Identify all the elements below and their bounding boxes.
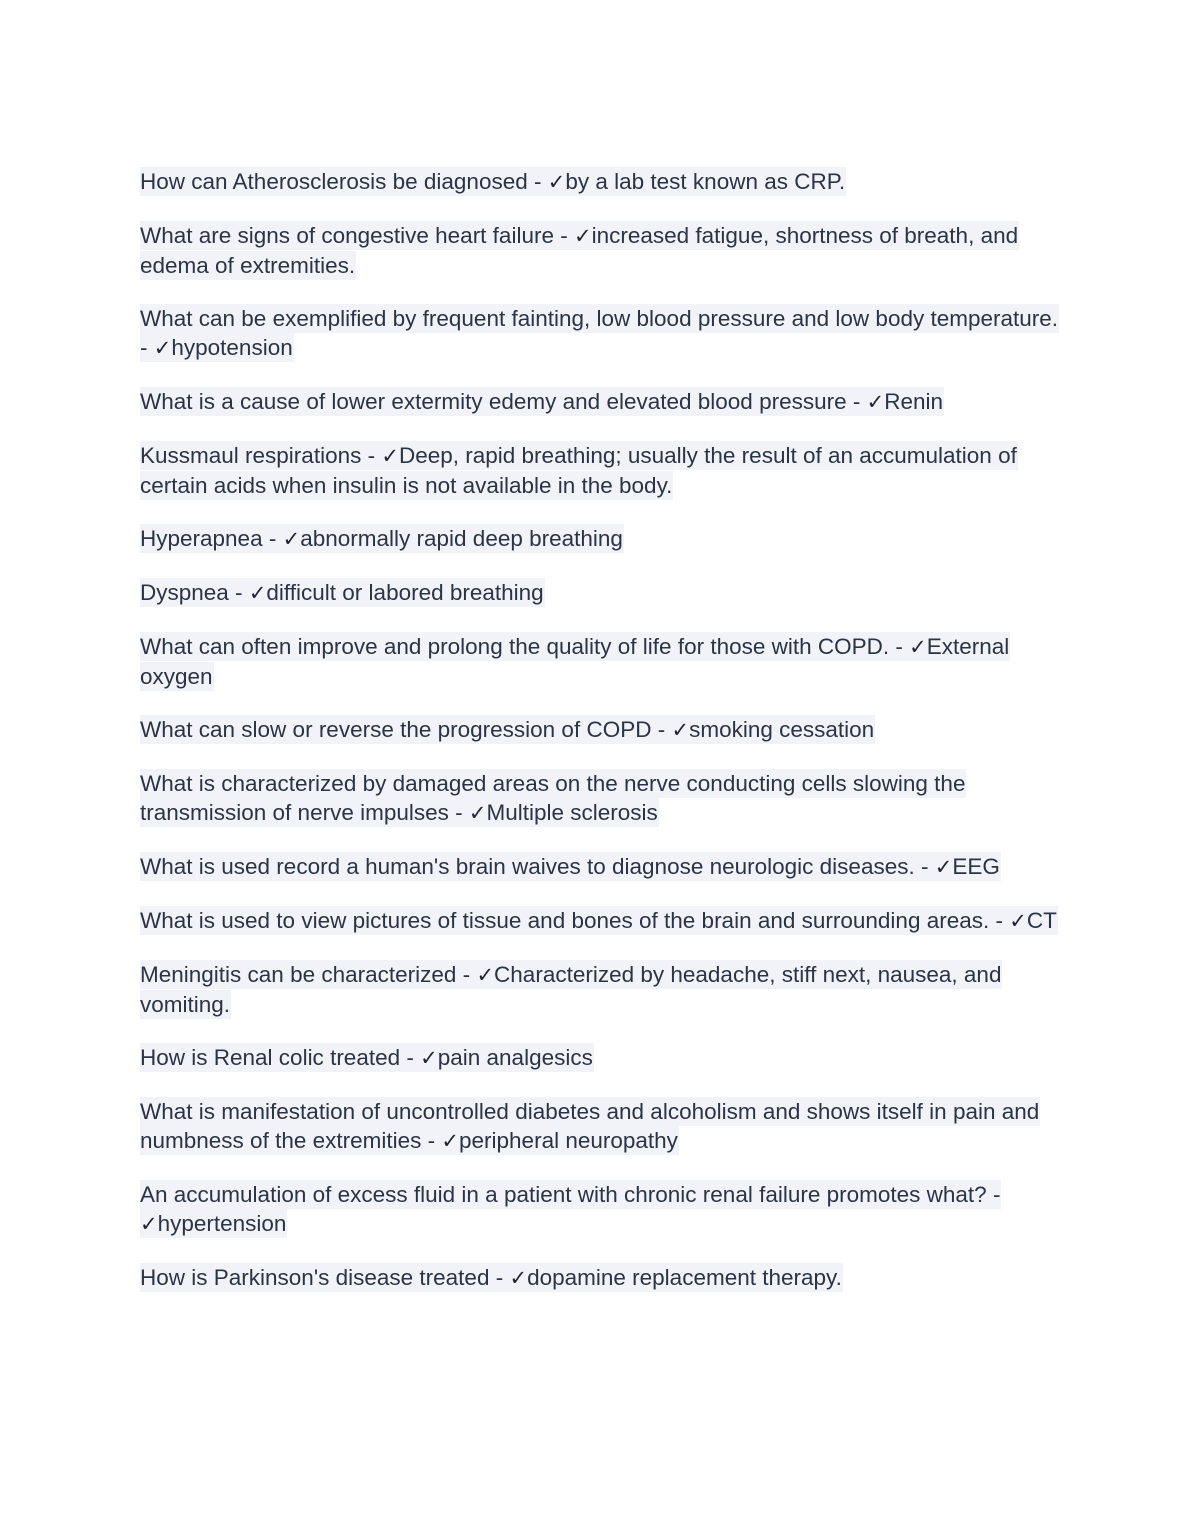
answer-text: pain analgesics [437,1045,593,1070]
answer-text: hypotension [171,335,293,360]
question-text: Dyspnea - [140,580,243,605]
answer-text: abnormally rapid deep breathing [300,526,623,551]
qa-item [140,441,1060,500]
checkmark-icon: ✓ [282,527,301,551]
qa-item [140,1263,1060,1293]
answer-text: External oxygen [140,634,1010,689]
question-text: How can Atherosclerosis be diagnosed - [140,169,542,194]
question-text: What can be exemplified by frequent fainting, low blood pressure and low body temperature. - [140,306,1059,360]
question-text: What can slow or reverse the progression of COPD - [140,717,666,742]
checkmark-icon: ✓ [153,336,172,360]
question-text: Hyperapnea - [140,526,277,551]
document-page [140,167,1060,1317]
question-text: What is a cause of lower extermity edemy and elevated blood pressure - [140,389,861,414]
qa-item [140,632,1060,691]
qa-item [140,769,1060,828]
answer-text: Multiple sclerosis [486,800,658,825]
qa-item [140,1043,1060,1073]
checkmark-icon: ✓ [547,170,566,194]
checkmark-icon: ✓ [420,1046,438,1070]
checkmark-icon: ✓ [509,1266,528,1290]
checkmark-icon: ✓ [1009,909,1027,933]
answer-text: Deep, rapid breathing; usually the result of an accumulation of certain acids when insulin is not available in the body. [140,443,1017,498]
answer-text: Characterized by headache, stiff next, nausea, and vomiting. [140,962,1002,1017]
qa-item [140,578,1060,608]
question-text: Kussmaul respirations - [140,443,376,468]
answer-text: peripheral neuropathy [459,1128,678,1153]
checkmark-icon: ✓ [140,1212,158,1236]
answer-text: EEG [952,854,1000,879]
question-text: How is Parkinson's disease treated - [140,1265,504,1290]
answer-text: hypertension [157,1211,287,1236]
checkmark-icon: ✓ [468,801,487,825]
qa-item [140,1180,1060,1239]
answer-text: Renin [884,389,944,414]
question-text: How is Renal colic treated - [140,1045,414,1070]
checkmark-icon: ✓ [934,855,953,879]
qa-item [140,221,1060,280]
qa-item [140,524,1060,554]
checkmark-icon: ✓ [573,224,592,248]
qa-item [140,167,1060,197]
checkmark-icon: ✓ [909,635,927,659]
checkmark-icon: ✓ [381,444,399,468]
answer-text: difficult or labored breathing [266,580,544,605]
checkmark-icon: ✓ [441,1129,460,1153]
question-text: What is used to view pictures of tissue and bones of the brain and surrounding areas. - [140,908,1003,933]
qa-item [140,906,1060,936]
qa-item [140,852,1060,882]
checkmark-icon: ✓ [671,718,690,742]
checkmark-icon: ✓ [476,963,495,987]
question-text: What is used record a human's brain waives to diagnose neurologic diseases. - [140,854,929,879]
qa-item [140,304,1060,363]
question-text: An accumulation of excess fluid in a patient with chronic renal failure promotes what? - [140,1182,1001,1207]
checkmark-icon: ✓ [248,581,267,605]
qa-item [140,960,1060,1019]
question-text: What are signs of congestive heart failure - [140,223,568,248]
qa-item [140,387,1060,417]
question-text: What can often improve and prolong the quality of life for those with COPD. - [140,634,903,659]
checkmark-icon: ✓ [866,390,885,414]
qa-item [140,1097,1060,1156]
question-text: What is characterized by damaged areas on the nerve conducting cells slowing the transmission of nerve impulses - [140,771,966,825]
answer-text: CT [1026,908,1057,933]
question-text: Meningitis can be characterized - [140,962,471,987]
answer-text: by a lab test known as CRP. [565,169,846,194]
answer-text: smoking cessation [689,717,875,742]
answer-text: increased fatigue, shortness of breath, and edema of extremities. [140,223,1019,278]
question-text: What is manifestation of uncontrolled diabetes and alcoholism and shows itself in pain and numbness of the extremities - [140,1099,1040,1153]
answer-text: dopamine replacement therapy. [527,1265,842,1290]
qa-item [140,715,1060,745]
